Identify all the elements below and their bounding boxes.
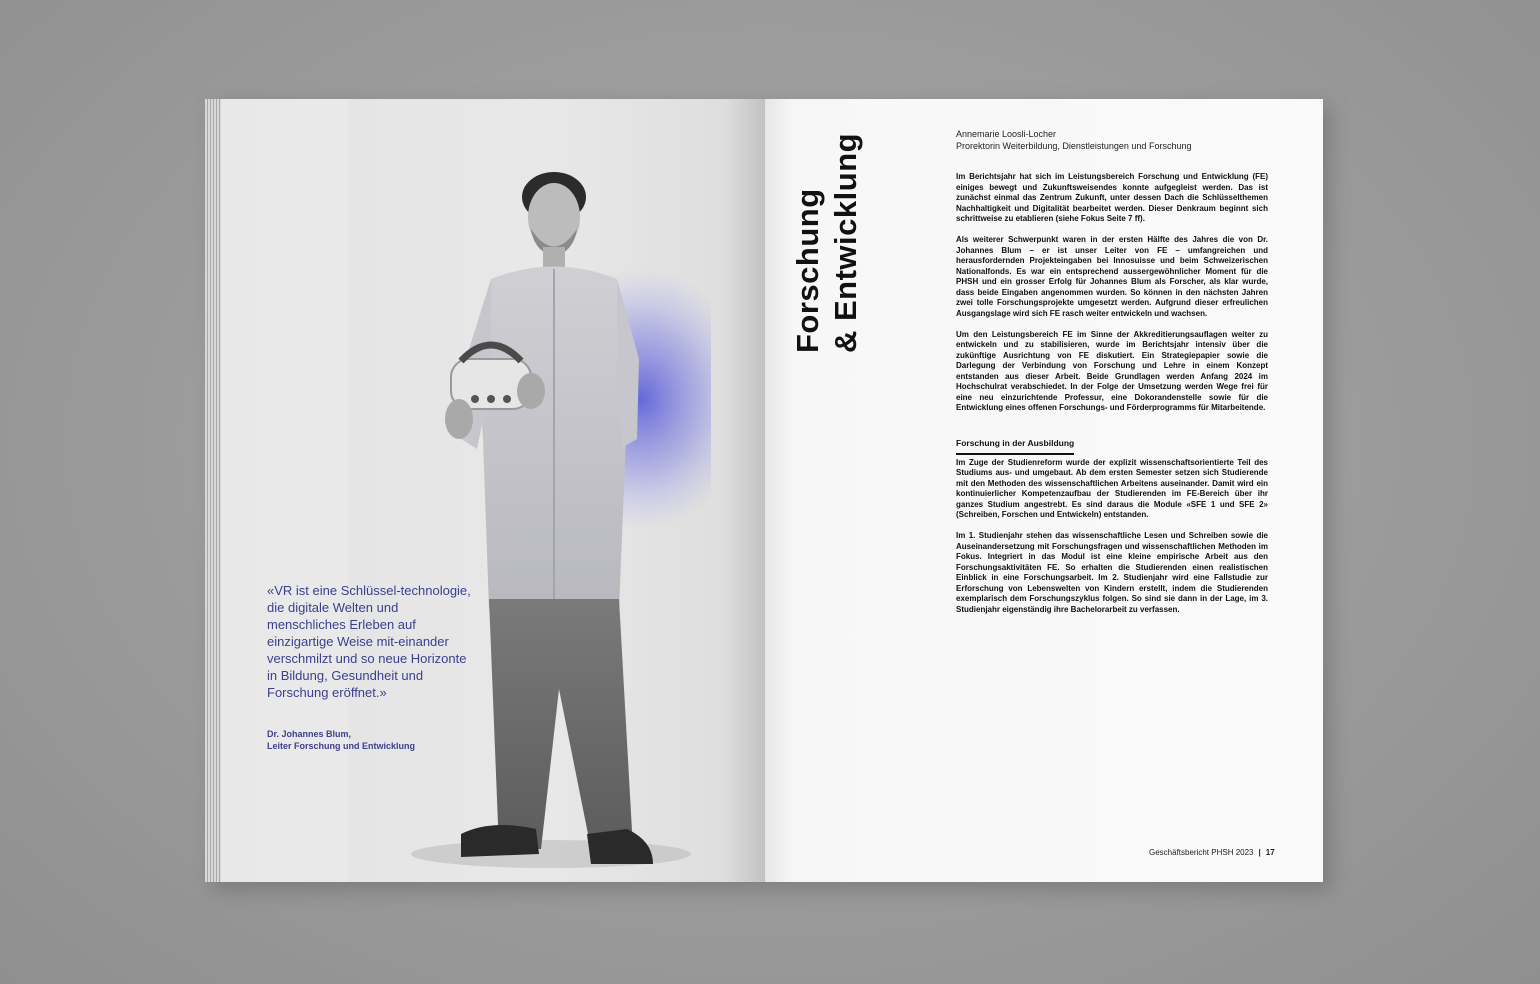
background-wall-strip [221,99,348,882]
section-title-line-1: Forschung [790,188,825,353]
right-shoe [587,829,653,864]
body-text [956,172,1268,626]
trousers [489,599,633,849]
page-number: 17 [1265,848,1275,857]
author-role: Prorektorin Weiterbildung, Dienstleistungen und Forschung [956,141,1192,151]
right-page [765,99,1323,882]
quote-author-name: Dr. Johannes Blum, [267,729,352,739]
quote-attribution [267,728,415,752]
section-title-vertical [789,123,865,353]
footer-title: Geschäftsbericht PHSH 2023 [1149,848,1254,857]
page-footer [1149,848,1275,857]
section-title-line-2: & Entwicklung [828,132,863,353]
author-block [956,128,1191,152]
paragraph: Im 1. Studienjahr stehen das wissenschaftliche Lesen und Schreiben sowie die Auseinandersetzung mit Forschungsfragen und wissenschaftlichen Methoden im Fokus. Integriert in das Modul ist eine kleine empirische Arbeit aus den Forschungsaktivitäten FE. So erhalten die Studierenden einen realistischen Einblick in eine Forschungsarbeit. Im 2. Studienjahr wird eine Fallstudie zur Erforschung von Lebenswelten von Kindern erstellt, indem die Studierenden exemplarisch dem Forschungszyklus folgen. So sind sie dann in der Lage, im 3. Studienjahr eigenständig ihre Bachelorarbeit zu verfassen. [956,531,1268,614]
footer-separator: | [1258,848,1261,857]
portrait-photo-vr-headset [391,129,711,869]
left-shoe [461,825,539,857]
paragraph: Um den Leistungsbereich FE im Sinne der Akkreditierungsauflagen weiter zu entwickeln und zu stabilisieren, wurde im Berichtsjahr intensiv über die zukünftige Ausrichtung von FE diskutiert. Ein Strategiepapier sowie die Darlegung der Verbindung von Forschung und Lehre in einem Konzept entstanden aus dieser Arbeit. Beide Grundlagen werden Anfang 2024 im Hochschulrat verabschiedet. In der Folge der Umsetzung werden Wege frei für eine neu einzurichtende Professur, eine Dokorandenstelle sowie für die Entwicklung eines offenen Forschungs- und Förderprogramms für Mitarbeitende. [956,329,1268,412]
gutter-shade [725,99,765,882]
paragraph: Als weiterer Schwerpunkt waren in der ersten Hälfte des Jahres die von Dr. Johannes Blum – er ist unser Leiter von FE – umfangreichen und herausfordernden Projekteingaben bei Innosuisse und beim Schweizerischen Nationalfonds. Es war ein entsprechend aussergewöhnlicher Moment für die PHSH und ein grosser Erfolg für Johannes Blum als Forscher, als klar wurde, dass beide Eingaben angenommen wurden. So können in den nächsten Jahren zwei tolle Forschungsprojekte umgesetzt werden. Aufgrund dieser erfreulichen Ausgangslage wird sich FE rasch weiter entwickeln und wachsen. [956,235,1268,318]
subheading: Forschung in der Ausbildung [956,438,1074,455]
right-hand [517,373,545,409]
left-page [221,99,765,882]
paragraph: Im Zuge der Studienreform wurde der explizit wissenschaftsorientierte Teil des Studiums aus- und umgebaut. Ab dem ersten Semester setzen sich Studierende mit den Methoden des wissenschaftlichen Arbeitens auseinander. Damit wird ein kontinuierlicher Kompetenzaufbau der Studierenden im FE-Bereich über ihr ganzes Studium angestrebt. Es sind daraus die Module «SFE 1 und SFE 2» (Schreiben, Forschen und Entwickeln) entstanden. [956,457,1268,519]
author-name: Annemarie Loosli-Locher [956,129,1057,139]
quote-author-role: Leiter Forschung und Entwicklung [267,741,416,751]
pull-quote: «VR ist eine Schlüssel-technologie, die digitale Welten und menschliches Erleben auf einzigartige Weise mit-einander verschmilzt und so neue Horizonte in Bildung, Gesundheit und Forschung eröffnet.» [267,583,471,700]
left-hand [445,399,473,439]
paragraph: Im Berichtsjahr hat sich im Leistungsbereich Forschung und Entwicklung (FE) einiges bewegt und Zukunftsweisendes konnte aufgegleist werden. Das ist zunächst einmal das Zentrum Zukunft, unter dessen Dach die Schlüsselthemen Nachhaltigkeit und Digitalität bearbeitet werden. Dieser Denkraum beginnt sich schrittweise zu etablieren (siehe Fokus Seite 7 ff). [956,172,1268,223]
